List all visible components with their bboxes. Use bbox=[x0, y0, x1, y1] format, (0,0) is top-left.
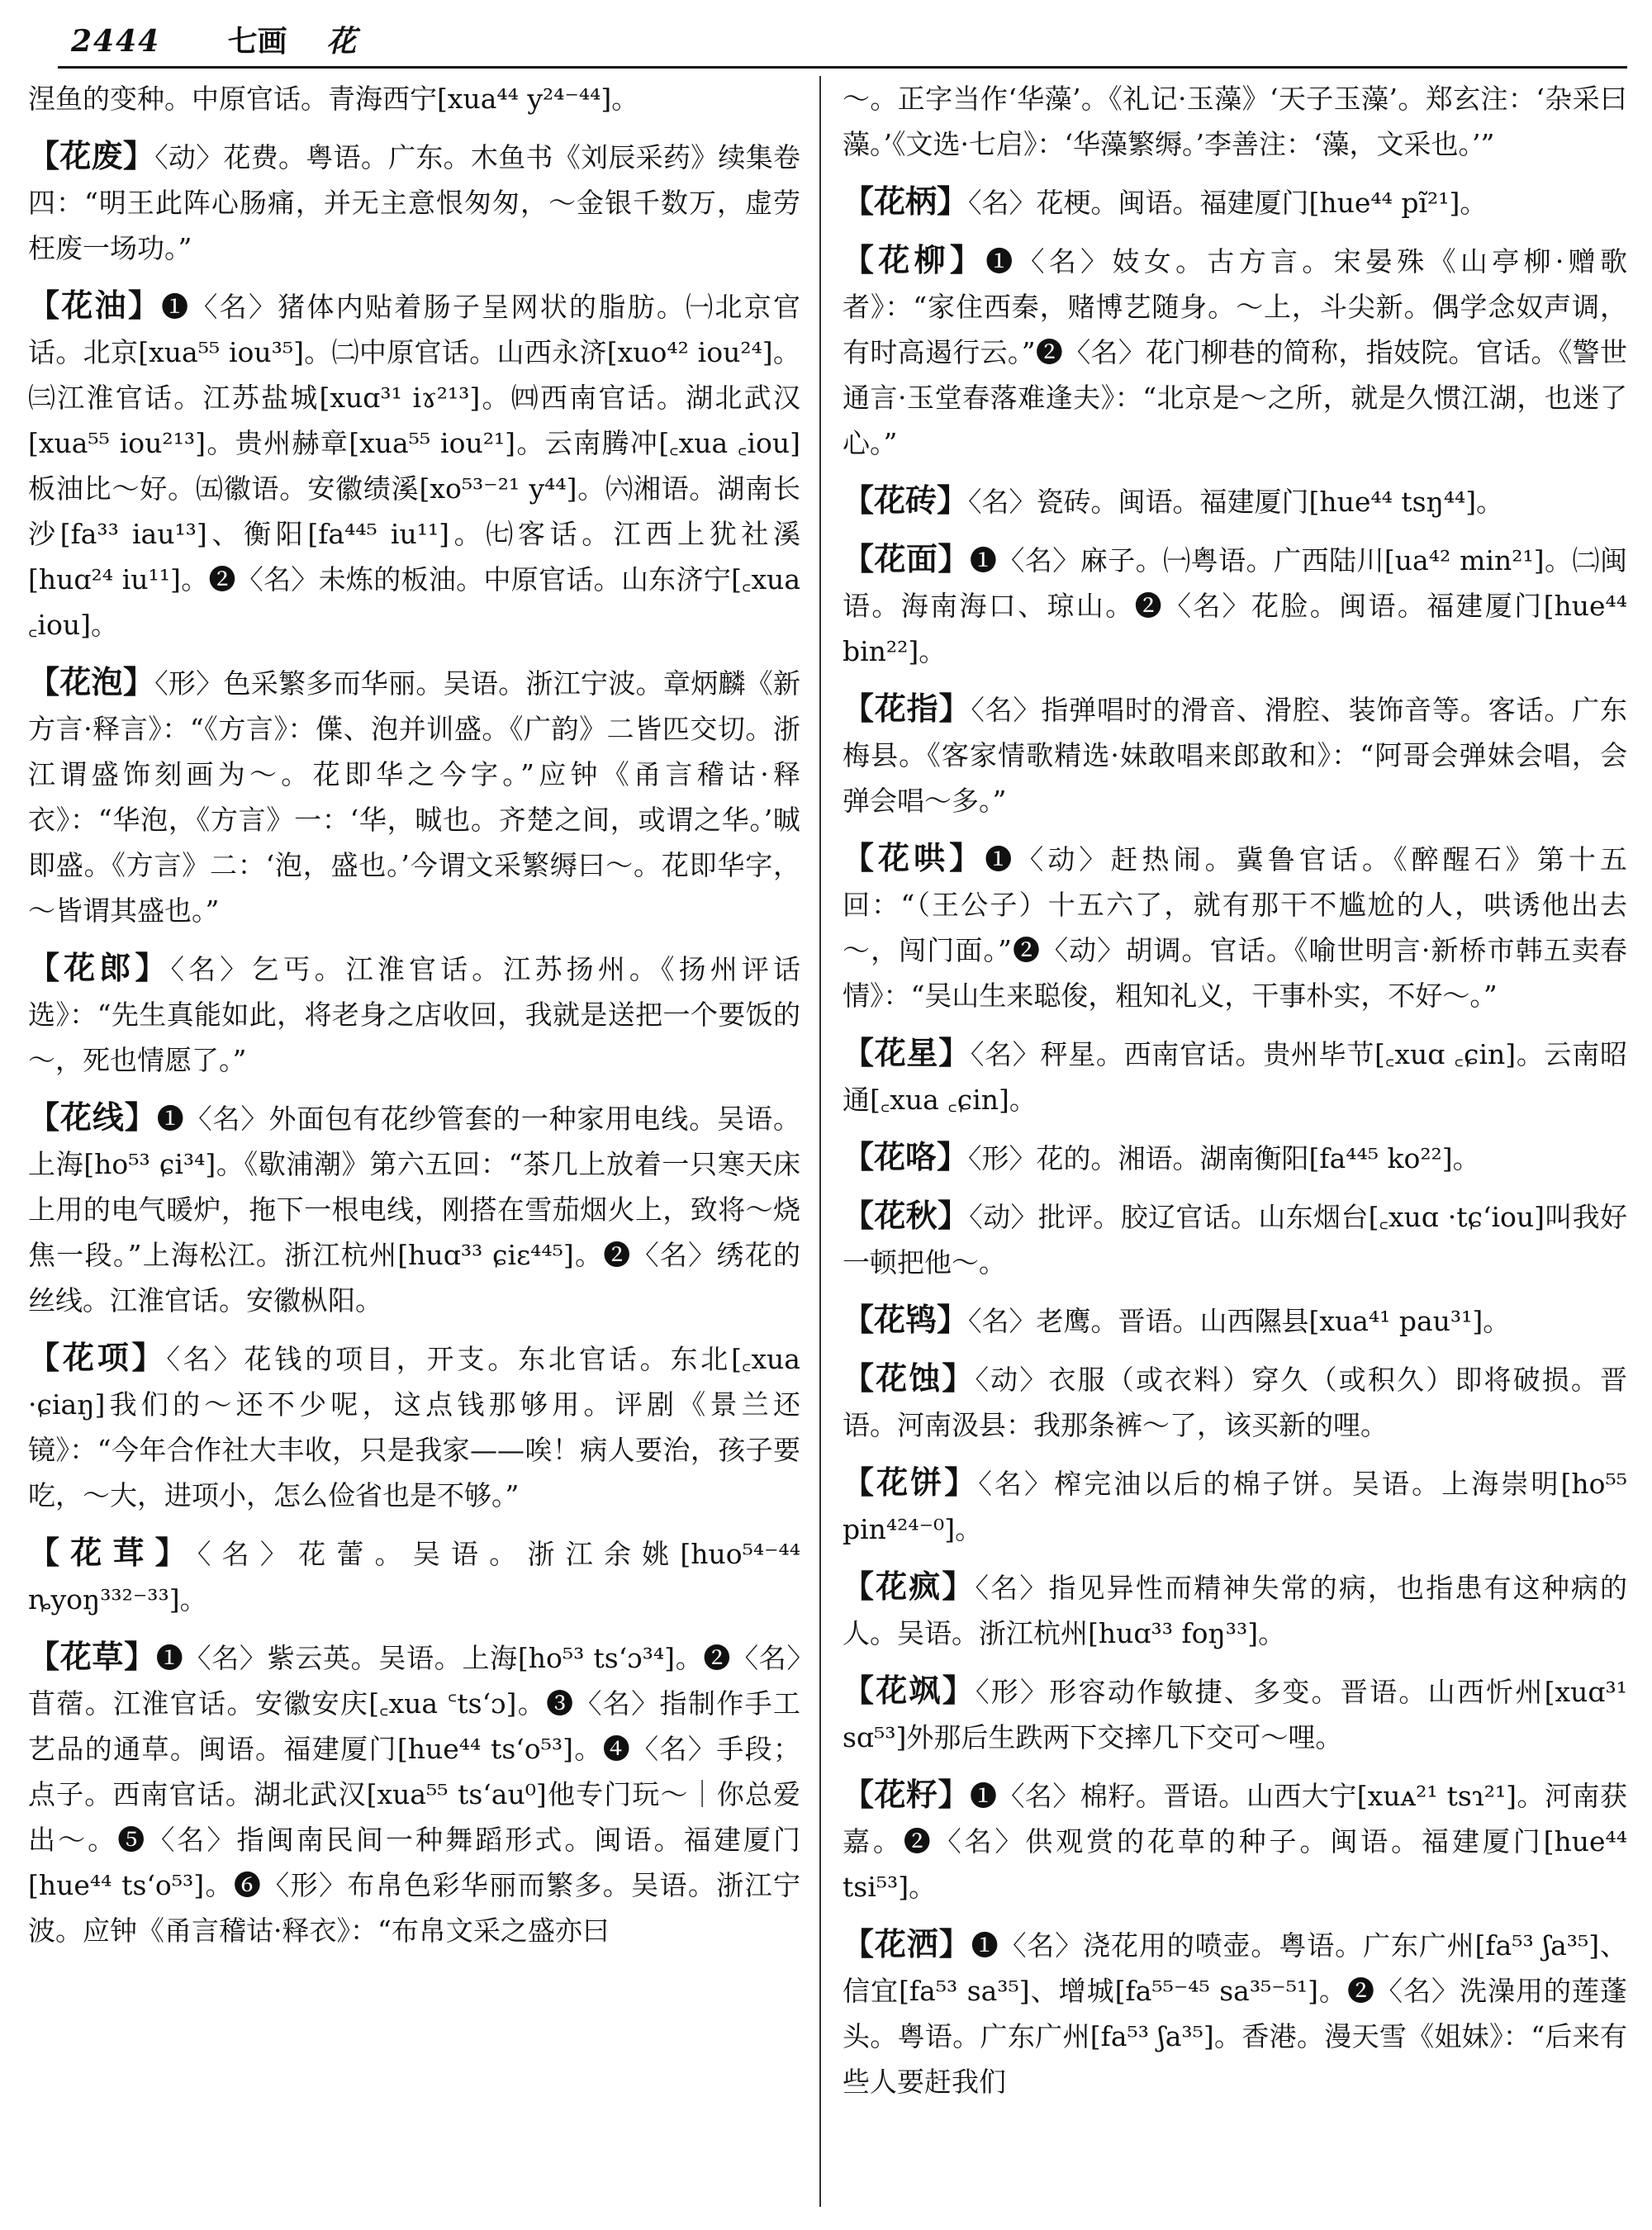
right-column bbox=[843, 76, 1627, 2207]
column-divider bbox=[819, 76, 821, 2207]
headword: 【花星】 bbox=[843, 1034, 971, 1071]
entry-paragraph: 【花飒】〈形〉形容动作敏捷、多变。晋语。山西忻州[xuɑ³¹ sɑ⁵³]外那后生跌两下交摔几下交可～哩。 bbox=[843, 1672, 1627, 1753]
page-header bbox=[71, 18, 356, 59]
header-rule bbox=[58, 66, 1627, 69]
headword: 【花飒】 bbox=[843, 1672, 976, 1709]
entry-paragraph: 【花蚀】〈动〉衣服（或衣料）穿久（或积久）即将破损。晋语。河南汲县：我那条裤～了，该买新的哩。 bbox=[843, 1359, 1627, 1441]
headword: 【花秋】 bbox=[843, 1197, 970, 1234]
headword: 【花洒】 bbox=[843, 1925, 971, 1962]
entry-paragraph: 【花柄】〈名〉花梗。闽语。福建厦门[hue⁴⁴ pĩ²¹]。 bbox=[843, 183, 1488, 220]
entry-paragraph: 【花柳】❶〈名〉妓女。古方言。宋晏殊《山亭柳·赠歌者》：“家住西秦，赌博艺随身。～上，斗尖新。偶学念奴声调，有时高遏行云。”❷〈名〉花门柳巷的简称，指妓院。官话。《警世通言·玉堂春落难逢夫》：“北京是～之所，就是久惯江湖，也迷了心。” bbox=[843, 241, 1627, 459]
entry-paragraph: 【花茸】〈名〉花蕾。吴语。浙江余姚[huo⁵⁴⁻⁴⁴ ȵyoŋ³³²⁻³³]。 bbox=[28, 1534, 800, 1616]
headword: 【花面】 bbox=[843, 540, 970, 577]
headword: 【花郎】 bbox=[28, 949, 171, 986]
entry-paragraph: 【花废】〈动〉花费。粤语。广东。木鱼书《刘辰采药》续集卷四：“明王此阵心肠痛，并无主意恨匆匆，～金银千数万，虚劳枉废一场功。” bbox=[28, 137, 800, 264]
headword: 【花指】 bbox=[843, 690, 971, 727]
entry-paragraph: 【花疯】〈名〉指见异性而精神失常的病，也指患有这种病的人。吴语。浙江杭州[huɑ³³ foŋ³³]。 bbox=[843, 1568, 1627, 1649]
headword: 【花草】 bbox=[28, 1638, 156, 1675]
headword: 【花饼】 bbox=[843, 1464, 979, 1501]
head-character: 花 bbox=[326, 24, 357, 59]
entry-paragraph: ～。正字当作‘华藻’。《礼记·玉藻》‘天子玉藻’。郑玄注：‘杂采曰藻。’《文选·七启》：‘华藻繁缛。’李善注：‘藻，文采也。’” bbox=[843, 83, 1627, 160]
headword: 【花籽】 bbox=[843, 1776, 970, 1813]
entry-paragraph: 【花星】〈名〉秤星。西南官话。贵州毕节[꜀xuɑ ꜀ɕin]。云南昭通[꜀xua ꜀ɕin]。 bbox=[843, 1034, 1627, 1116]
entry-paragraph: 涅鱼的变种。中原官话。青海西宁[xua⁴⁴ y²⁴⁻⁴⁴]。 bbox=[28, 83, 639, 115]
headword: 【花鸨】 bbox=[843, 1301, 969, 1338]
headword: 【花疯】 bbox=[843, 1568, 976, 1605]
entry-paragraph: 【花泡】〈形〉色采繁多而华丽。吴语。浙江宁波。章炳麟《新方言·释言》：“《方言》：僷、泡并训盛。《广韵》二皆匹交切。浙江谓盛饰刻画为～。花即华之今字。”应钟《甬言稽诂·释衣》：“华泡，《方言》一：‘华，晠也。齐楚之间，或谓之华。’晠即盛。《方言》二：‘泡，盛也。’今谓文采繁缛曰～。花即华字，～皆谓其盛也。” bbox=[28, 663, 800, 927]
entry-paragraph: 【花草】❶〈名〉紫云英。吴语。上海[ho⁵³ ts‘ɔ³⁴]。❷〈名〉苜蓿。江淮官话。安徽安庆[꜀xua ꜂ts‘ɔ]。❸〈名〉指制作手工艺品的通草。闽语。福建厦门[hue⁴⁴ ts‘o⁵³]。❹〈名〉手段；点子。西南官话。湖北武汉[xua⁵⁵ ts‘au⁰]他专门玩～｜你总爱出～。❺〈名〉指闽南民间一种舞蹈形式。闽语。福建厦门[hue⁴⁴ ts‘o⁵³]。❻〈形〉布帛色彩华丽而繁多。吴语。浙江宁波。应钟《甬言稽诂·释衣》：“布帛文采之盛亦曰 bbox=[28, 1638, 800, 1947]
entry-paragraph: 【花秋】〈动〉批评。胶辽官话。山东烟台[꜀xuɑ ·tɕ‘iou]叫我好一顿把他～。 bbox=[843, 1197, 1627, 1279]
headword: 【花柄】 bbox=[843, 183, 969, 220]
headword: 【花咯】 bbox=[843, 1138, 969, 1175]
headword: 【花茸】 bbox=[28, 1534, 197, 1571]
entry-paragraph: 【花籽】❶〈名〉棉籽。晋语。山西大宁[xuᴀ²¹ tsɿ²¹]。河南获嘉。❷〈名〉供观赏的花草的种子。闽语。福建厦门[hue⁴⁴ tsi⁵³]。 bbox=[843, 1776, 1627, 1903]
entry-paragraph: 【花郎】〈名〉乞丐。江淮官话。江苏扬州。《扬州评话选》：“先生真能如此，将老身之店收回，我就是送把一个要饭的～，死也情愿了。” bbox=[28, 949, 800, 1076]
entry-paragraph: 【花咯】〈形〉花的。湘语。湖南衡阳[fa⁴⁴⁵ ko²²]。 bbox=[843, 1138, 1480, 1175]
headword: 【花项】 bbox=[28, 1339, 167, 1376]
headword: 【花泡】 bbox=[28, 663, 155, 700]
entry-paragraph: 【花洒】❶〈名〉浇花用的喷壶。粤语。广东广州[fa⁵³ ʃa³⁵]、信宜[fa⁵³ sa³⁵]、增城[fa⁵⁵⁻⁴⁵ sa³⁵⁻⁵¹]。❷〈名〉洗澡用的莲蓬头。粤语。广东广州[fa⁵³ ʃa³⁵]。香港。漫天雪《姐妹》：“后来有些人要赶我们 bbox=[843, 1925, 1627, 2098]
headword: 【花哄】 bbox=[843, 839, 985, 876]
left-column bbox=[28, 76, 800, 2207]
page-number: 2444 bbox=[71, 24, 161, 59]
entry-paragraph: 【花项】〈名〉花钱的项目，开支。东北官话。东北[꜀xua ·ɕiaŋ]我们的～还不少呢，这点钱那够用。评剧《景兰还镜》：“今年合作社大丰收，只是我家——唉！病人要治，孩子要吃，～大，进项小，怎么俭省也是不够。” bbox=[28, 1339, 800, 1511]
entry-paragraph: 【花指】〈名〉指弹唱时的滑音、滑腔、装饰音等。客话。广东梅县。《客家情歌精选·妹敢唱来郎敢和》：“阿哥会弹妹会唱，会弹会唱～多。” bbox=[843, 690, 1627, 817]
section-label: 七画 bbox=[227, 24, 287, 59]
headword: 【花废】 bbox=[28, 137, 155, 174]
entry-paragraph: 【花面】❶〈名〉麻子。㈠粤语。广西陆川[ua⁴² min²¹]。㈡闽语。海南海口、琼山。❷〈名〉花脸。闽语。福建厦门[hue⁴⁴ bin²²]。 bbox=[843, 540, 1627, 667]
entry-paragraph: 【花哄】❶〈动〉赶热闹。冀鲁官话。《醉醒石》第十五回：“（王公子）十五六了，就有那干不尴尬的人，哄诱他出去～，闯门面。”❷〈动〉胡调。官话。《喻世明言·新桥市韩五卖春情》：“吴山生来聪俊，粗知礼义，干事朴实，不好～。” bbox=[843, 839, 1627, 1012]
entry-paragraph: 【花线】❶〈名〉外面包有花纱管套的一种家用电线。吴语。上海[ho⁵³ ɕi³⁴]。《歇浦潮》第六五回：“茶几上放着一只寒天床上用的电气暖炉，拖下一根电线，刚搭在雪茄烟火上，致将～烧焦一段。”上海松江。浙江杭州[huɑ³³ ɕiɛ⁴⁴⁵]。❷〈名〉绣花的丝线。江淮官话。安徽枞阳。 bbox=[28, 1098, 800, 1317]
entry-paragraph: 【花鸨】〈名〉老鹰。晋语。山西隰县[xua⁴¹ pau³¹]。 bbox=[843, 1301, 1511, 1338]
headword: 【花砖】 bbox=[843, 482, 969, 519]
headword: 【花线】 bbox=[28, 1098, 157, 1136]
headword: 【花油】 bbox=[28, 287, 162, 324]
headword: 【花蚀】 bbox=[843, 1359, 976, 1397]
headword: 【花柳】 bbox=[843, 241, 986, 278]
entry-paragraph: 【花油】❶〈名〉猪体内贴着肠子呈网状的脂肪。㈠北京官话。北京[xua⁵⁵ iou³⁵]。㈡中原官话。山西永济[xuo⁴² iou²⁴]。㈢江淮官话。江苏盐城[xuɑ³¹ iɤ²¹³]。㈣西南官话。湖北武汉[xua⁵⁵ iou²¹³]。贵州赫章[xua⁵⁵ iou²¹]。云南腾冲[꜀xua ꜀iou]板油比～好。㈤徽语。安徽绩溪[xo⁵³⁻²¹ y⁴⁴]。㈥湘语。湖南长沙[fa³³ iau¹³]、衡阳[fa⁴⁴⁵ iu¹¹]。㈦客话。江西上犹社溪[huɑ²⁴ iu¹¹]。❷〈名〉未炼的板油。中原官话。山东济宁[꜀xua ꜀iou]。 bbox=[28, 287, 800, 641]
entry-paragraph: 【花饼】〈名〉榨完油以后的棉子饼。吴语。上海崇明[ho⁵⁵ pin⁴²⁴⁻⁰]。 bbox=[843, 1464, 1627, 1545]
entry-paragraph: 【花砖】〈名〉瓷砖。闽语。福建厦门[hue⁴⁴ tsŋ⁴⁴]。 bbox=[843, 482, 1504, 519]
